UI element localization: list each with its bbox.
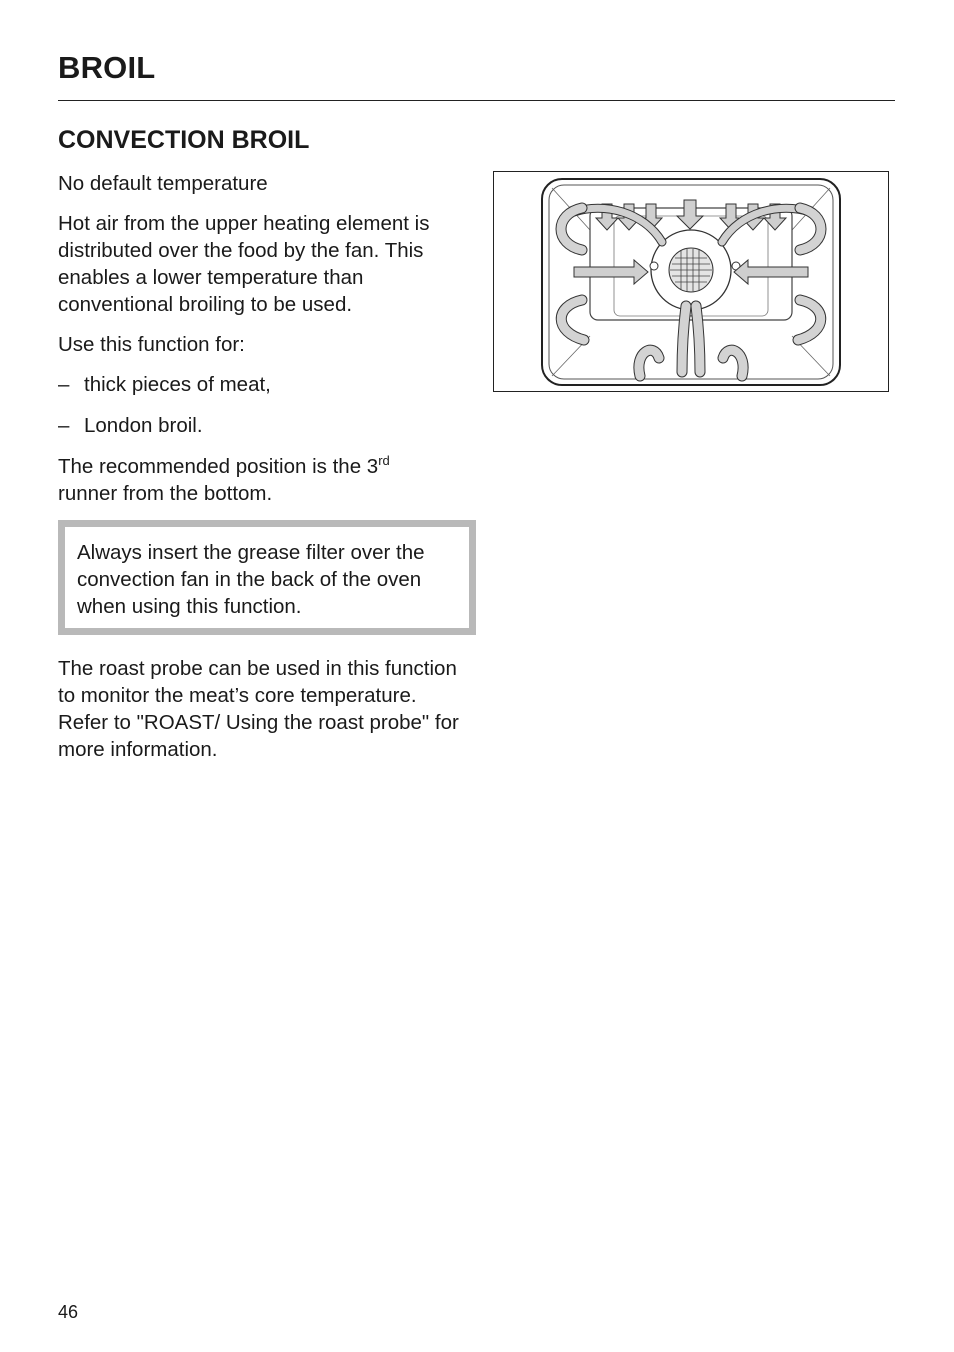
list-item (58, 371, 468, 398)
recommended-position-text (58, 453, 468, 507)
page-number: 46 (58, 1302, 79, 1322)
note-text: Always insert the grease filter over the convection fan in the back of the oven when using this function. (77, 541, 425, 618)
dash-marker: – (58, 414, 70, 437)
position-prefix: The recommended position is the 3 (58, 455, 379, 478)
oven-illustration (493, 171, 889, 392)
position-superscript: rd (378, 453, 390, 469)
use-intro-text: Use this function for: (58, 333, 245, 356)
description-paragraph: Hot air from the upper heating element is distributed over the food by the fan. This enables a lower temperature than conventional broiling to be used. (58, 212, 430, 316)
note-box (58, 520, 476, 635)
list-item-text: thick pieces of meat, (84, 373, 271, 396)
list-item-text: London broil. (84, 414, 203, 437)
dash-marker: – (58, 373, 70, 396)
position-suffix: runner from the bottom. (58, 482, 273, 505)
roast-probe-paragraph: The roast probe can be used in this function to monitor the meat’s core temperature. Refer to "ROAST/ Using the roast probe" for more information. (58, 657, 459, 761)
section-title: CONVECTION BROIL (58, 126, 310, 154)
oven-convection-airflow-icon (494, 172, 887, 390)
body-text (58, 170, 468, 776)
title-divider (58, 100, 895, 101)
page-title: BROIL (58, 50, 156, 85)
list-item (58, 412, 468, 439)
default-temperature-text: No default temperature (58, 172, 268, 195)
